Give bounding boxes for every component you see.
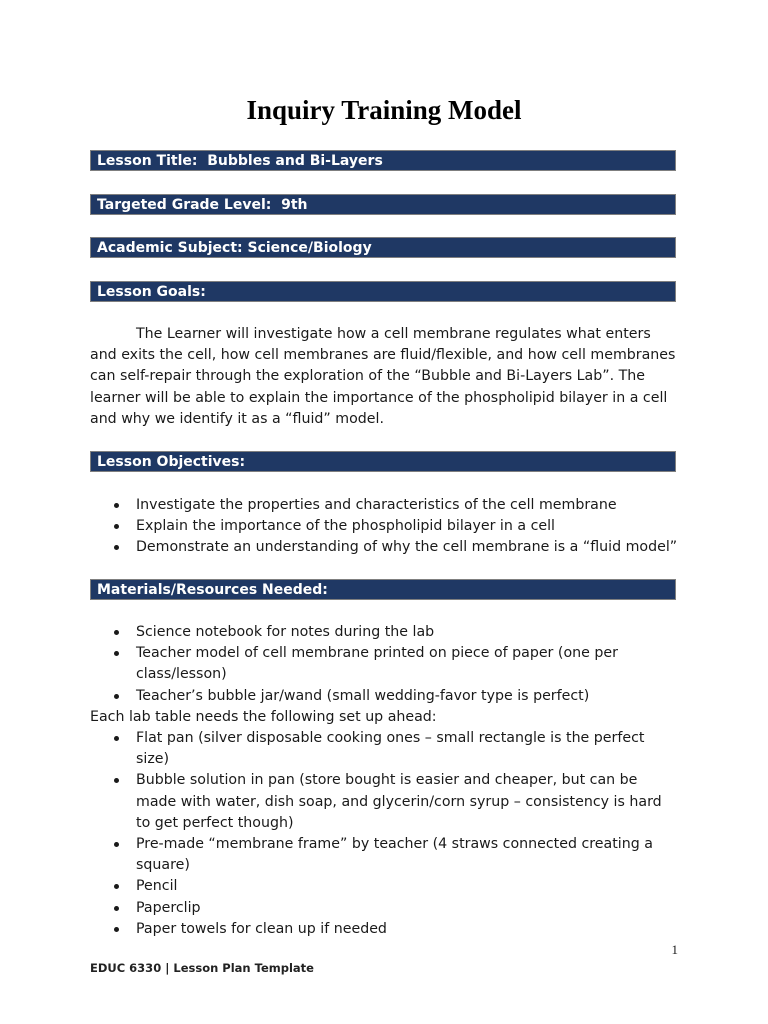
materials-header: Materials/Resources Needed: [90, 579, 676, 600]
list-item: Flat pan (silver disposable cooking ones – small rectangle is the perfect size) [90, 728, 680, 770]
materials-general-list [90, 622, 680, 707]
lesson-objectives-header: Lesson Objectives: [90, 451, 676, 472]
bullet-icon [114, 884, 119, 889]
list-item: Teacher’s bubble jar/wand (small wedding-favor type is perfect) [90, 686, 680, 707]
list-item: Explain the importance of the phospholipid bilayer in a cell [90, 516, 680, 537]
page-title: Inquiry Training Model [246, 95, 522, 125]
lesson-title-bar: Lesson Title: Bubbles and Bi-Layers [90, 150, 676, 171]
grade-level-bar: Targeted Grade Level: 9th [90, 194, 676, 215]
footer-text: EDUC 6330 | Lesson Plan Template [90, 961, 314, 975]
page-number: 1 [671, 942, 678, 957]
materials-lab-table-list [90, 728, 680, 940]
list-item: Investigate the properties and characteristics of the cell membrane [90, 495, 680, 516]
list-item: Paperclip [90, 898, 680, 919]
bullet-icon [114, 842, 119, 847]
list-item: Teacher model of cell membrane printed on piece of paper (one per class/lesson) [90, 643, 680, 685]
list-item: Pre-made “membrane frame” by teacher (4 straws connected creating a square) [90, 834, 680, 876]
list-item: Paper towels for clean up if needed [90, 919, 680, 940]
list-item: Bubble solution in pan (store bought is easier and cheaper, but can be made with water, dish soap, and glycerin/corn syrup – consistency is hard to get perfect though) [90, 770, 680, 834]
bullet-icon [114, 694, 119, 699]
lab-table-intro: Each lab table needs the following set up ahead: [90, 709, 437, 725]
lesson-goals-body: The Learner will investigate how a cell membrane regulates what enters and exits the cell, how cell membranes are fluid/flexible, and how cell membranes can self-repair through the exploration of the “Bubble and Bi-Layers Lab”. The learner will be able to explain the importance of the phospholipid bilayer in a cell and why we identify it as a “fluid” model. [90, 326, 676, 427]
list-item: Science notebook for notes during the lab [90, 622, 680, 643]
objectives-list [90, 495, 680, 559]
bullet-icon [114, 524, 119, 529]
subject-bar: Academic Subject: Science/Biology [90, 237, 676, 258]
bullet-icon [114, 906, 119, 911]
lesson-goals-text [90, 324, 680, 430]
bullet-icon [114, 651, 119, 656]
bullet-icon [114, 927, 119, 932]
lesson-goals-header: Lesson Goals: [90, 281, 676, 302]
bullet-icon [114, 778, 119, 783]
list-item: Demonstrate an understanding of why the cell membrane is a “fluid model” [90, 537, 680, 558]
bullet-icon [114, 736, 119, 741]
list-item: Pencil [90, 876, 680, 897]
bullet-icon [114, 503, 119, 508]
bullet-icon [114, 545, 119, 550]
bullet-icon [114, 630, 119, 635]
